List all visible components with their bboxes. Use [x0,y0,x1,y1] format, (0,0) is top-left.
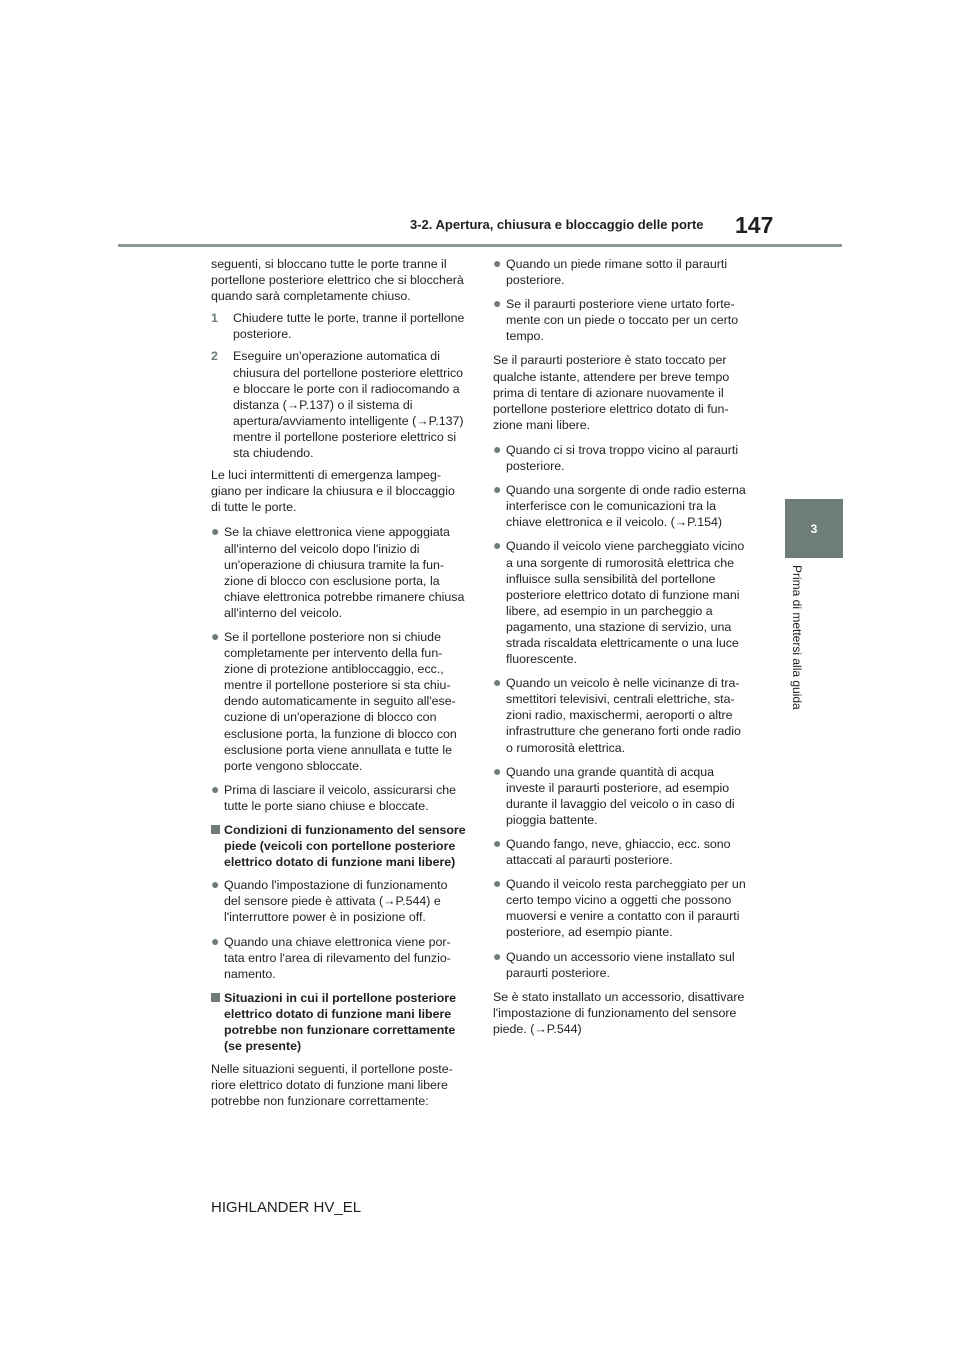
chapter-number: 3 [810,521,818,536]
section-heading [211,822,466,870]
bullet-text: Quando una chiave elettronica viene portata entro l'area di rilevamento del funzionamento. [224,934,451,981]
bullet-item [493,296,748,344]
left-column [211,256,466,1116]
bullet-dot-icon: ● [211,876,220,893]
bullet-dot-icon: ● [493,875,502,892]
bullet-text: Se il portellone posteriore non si chiude completamente per intervento della funzione di protezione antibloccaggio, ecc., mentre il portellone posteriore si sta chiudendo automaticamente in seguito all'esecuzione di un'operazione di blocco con esclusione porta, la funzione di blocco con esclusione porta viene annullata e tutte le porte vengono sbloccate. [224,629,457,773]
closing-paragraph: Se è stato installato un accessorio, disattivare l'impostazione di funzionamento del sensore piede. (→P.544) [493,989,745,1036]
bullet-item [211,524,466,621]
bullet-item [211,629,466,774]
bullet-dot-icon: ● [211,627,220,644]
bullet-item [493,482,748,530]
bullet-dot-icon: ● [211,780,220,797]
step-number: 1 [211,311,218,326]
bullet-text: Quando una grande quantità di acqua investe il paraurti posteriore, ad esempio durante il lavaggio del veicolo o in caso di pioggia battente. [506,764,735,827]
bullet-item [493,836,748,868]
bullet-text: Prima di lasciare il veicolo, assicurarsi che tutte le porte siano chiuse e bloccate. [224,782,457,813]
bullet-item [493,949,748,981]
square-bullet-icon [211,993,220,1002]
bullet-text: Se la chiave elettronica viene appoggiata all'interno del veicolo dopo l'inizio di un'operazione di chiusura tramite la funzione di blocco con esclusione porta, la chiave elettronica potrebbe rimanere chiusa all'interno del veicolo. [224,525,465,620]
step-item [211,310,466,342]
bullet-dot-icon: ● [493,481,502,498]
model-footer: HIGHLANDER HV_EL [211,1199,362,1216]
bullet-dot-icon: ● [493,762,502,779]
note-paragraph: Se il paraurti posteriore è stato toccato per qualche istante, attendere per breve tempo prima di tentare di azionare nuovamente il portellone posteriore elettrico dotato di funzione mani libere. [493,353,730,432]
bullet-dot-icon: ● [493,440,502,457]
bullet-item [493,876,748,940]
header-rule [118,244,842,247]
bullet-dot-icon: ● [493,835,502,851]
heading-text: Situazioni in cui il portellone posteriore elettrico dotato di funzione mani libere potrebbe non funzionare correttamente (se presente) [224,990,457,1054]
bullet-item [211,934,466,982]
bullet-text: Quando ci si trova troppo vicino al paraurti posteriore. [506,442,739,474]
bullet-text: Se il paraurti posteriore viene urtato fortemente con un piede o toccato per un certo tempo. [506,297,739,344]
step-text: Chiudere tutte le porte, tranne il portellone posteriore. [233,311,465,342]
bullet-text: Quando il veicolo resta parcheggiato per un certo tempo vicino a oggetti che possono muoversi e venire a contatto con il paraurti posteriore, ad esempio piante. [506,877,746,940]
step-number: 2 [211,349,218,364]
bullet-text: Quando l'impostazione di funzionamento del sensore piede è attivata (→P.544) e l'interruttore power è in posizione off. [224,878,448,925]
bullet-dot-icon: ● [493,537,502,554]
bullet-dot-icon: ● [493,295,502,312]
bullet-text: Quando un accessorio viene installato sul paraurti posteriore. [506,949,735,980]
section-heading [211,990,466,1054]
bullet-item [493,538,748,667]
intro-paragraph: seguenti, si bloccano tutte le porte tranne il portellone posteriore elettrico che si bloccherà quando sarà completamente chiuso. [211,257,464,304]
page-number: 147 [735,212,774,238]
closing-paragraph: Nelle situazioni seguenti, il portellone posteriore elettrico dotato di funzione mani libere potrebbe non funzionare correttamente: [211,1062,453,1109]
bullet-text: Quando il veicolo viene parcheggiato vicino a una sorgente di rumorosità elettrica che influisce sulla sensibilità del portellone posteriore elettrico dotato di funzione mani libere, ad esempio in un parcheggio a pagamento, una stazione di servizio, una strada riscaldata elettricamente o una luce fluorescente. [506,539,745,667]
bullet-item [493,764,748,828]
bullet-text: Quando un veicolo è nelle vicinanze di trasmettitori televisivi, centrali elettriche, stazioni radio, maxischermi, aeroporti o altre infrastrutture che generano forti onde radio o rumorosità elettrica. [506,676,741,755]
square-bullet-icon [211,825,220,834]
bullet-item [493,442,748,474]
bullet-dot-icon: ● [211,523,220,540]
right-column [493,256,748,1043]
bullet-dot-icon: ● [493,255,502,271]
after-steps-paragraph: Le luci intermittenti di emergenza lampeggiano per indicare la chiusura e il bloccaggio di tutte le porte. [211,468,455,515]
bullet-item [211,782,466,814]
step-item [211,348,466,461]
chapter-tab [785,499,843,558]
chapter-title: Prima di mettersi alla guida [790,565,804,710]
section-header: 3-2. Apertura, chiusura e bloccaggio delle porte [410,217,704,232]
bullet-item [493,256,748,288]
bullet-text: Quando un piede rimane sotto il paraurti posteriore. [506,257,728,288]
bullet-dot-icon: ● [211,932,220,949]
bullet-item [493,675,748,755]
step-text: Eseguire un'operazione automatica di chiusura del portellone posteriore elettrico e bloccare le porte con il radiocomando a distanza (→P.137) o il sistema di apertura/avviamento intelligente (→P.137) mentre il portellone posteriore elettrico si sta chiudendo. [233,349,464,461]
bullet-item [211,877,466,925]
bullet-text: Quando fango, neve, ghiaccio, ecc. sono attaccati al paraurti posteriore. [506,837,731,868]
bullet-dot-icon: ● [493,674,502,691]
heading-text: Condizioni di funzionamento del sensore piede (veicoli con portellone posteriore elettrico dotato di funzione mani libere) [224,823,466,870]
bullet-dot-icon: ● [493,947,502,964]
bullet-text: Quando una sorgente di onde radio esterna interferisce con le comunicazioni tra la chiave elettronica e il veicolo. (→P.154) [506,483,746,530]
